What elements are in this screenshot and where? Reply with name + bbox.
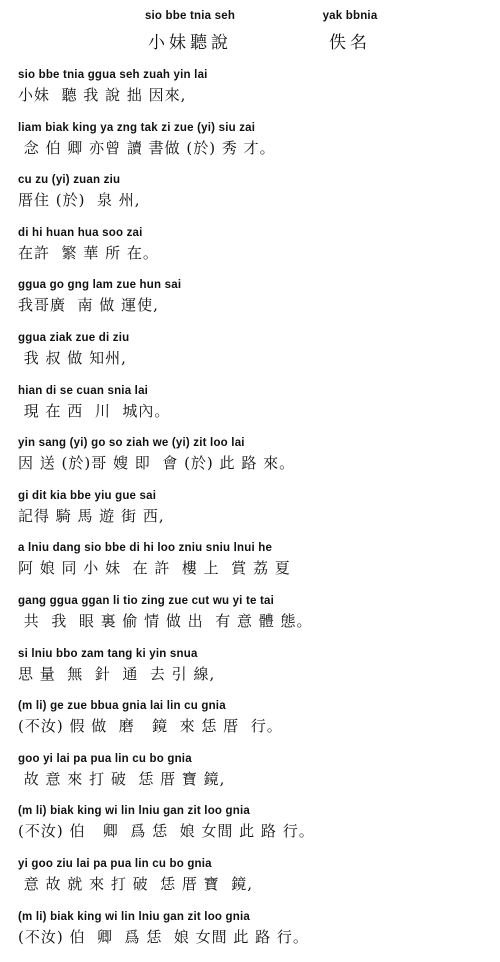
lyric-romanization: sio bbe tnia ggua seh zuah yin lai: [18, 69, 208, 81]
lyric-line: [18, 276, 488, 329]
lyric-romanization: ggua ziak zue di ziu: [18, 331, 130, 344]
lyric-chinese: 我 叔 做 知州,: [18, 348, 127, 367]
lyric-chinese: 共 我 眼 裏 偷 情 做 出 有 意 體 態。: [18, 611, 313, 630]
lyric-line: [18, 908, 488, 961]
lyric-romanization: cu zu (yi) zuan ziu: [18, 174, 121, 187]
author-romanization: yak bbnia: [322, 10, 378, 22]
document-header: [0, 10, 500, 54]
lyric-romanization: hian di se cuan snia lai: [18, 384, 149, 397]
lyric-line: [18, 382, 488, 435]
lyric-romanization: gang ggua ggan li tio zing zue cut wu yi te tai: [18, 594, 275, 607]
title-chinese: 小妹聽說: [148, 33, 232, 53]
lyric-line: [18, 66, 488, 119]
lyric-line: [18, 434, 488, 487]
lyric-romanization: goo yi lai pa pua lin cu bo gnia: [18, 752, 192, 765]
lyric-chinese: 意 故 就 來 打 破 恁 厝 寶 鏡,: [18, 874, 253, 893]
lyric-chinese: 故 意 來 打 破 恁 厝 寶 鏡,: [18, 769, 226, 788]
title-romanization: sio bbe tnia seh: [144, 10, 236, 22]
lyric-chinese: 厝住 (於) 泉 州,: [18, 191, 141, 210]
lyric-romanization: ggua go gng lam zue hun sai: [18, 279, 182, 292]
lyric-romanization: (m li) biak king wi lin lniu gan zit loo gnia: [18, 910, 250, 923]
lyric-chinese: 小妹 聽 我 說 拙 因來,: [18, 86, 187, 104]
lyric-chinese: 我哥廣 南 做 運使,: [18, 296, 159, 315]
title-block: [110, 10, 270, 53]
lyric-line: [18, 487, 488, 540]
lyric-chinese: 現 在 西 川 城內。: [18, 401, 171, 420]
lyric-chinese: 因 送 (於)哥 嫂 即 會 (於) 此 路 來。: [18, 454, 296, 473]
lyric-chinese: 記得 騎 馬 遊 街 西,: [18, 506, 165, 525]
lyric-chinese: 念 伯 卿 亦曾 讀 書做 (於) 秀 才。: [18, 138, 276, 157]
lyric-chinese: (不汝) 伯 卿 爲 恁 娘 女間 此 路 行。: [18, 927, 309, 946]
lyric-line: [18, 855, 488, 908]
lyric-line: [18, 592, 488, 645]
lyric-romanization: di hi huan hua soo zai: [18, 226, 143, 239]
lyric-romanization: yi goo ziu lai pa pua lin cu bo gnia: [18, 857, 212, 870]
lyric-line: [18, 802, 488, 855]
lyric-line: [18, 171, 488, 224]
lyric-chinese: 阿 娘 同 小 妹 在 許 樓 上 賞 荔 夏: [18, 559, 291, 578]
lyric-romanization: si lniu bbo zam tang ki yin snua: [18, 647, 198, 660]
lyric-line: [18, 119, 488, 172]
lyric-line: [18, 645, 488, 698]
lyric-romanization: (m li) ge zue bbua gnia lai lin cu gnia: [18, 700, 226, 713]
lyric-romanization: a lniu dang sio bbe di hi loo zniu sniu lnui he: [18, 542, 273, 555]
lyric-chinese: (不汝) 伯 卿 爲 恁 娘 女間 此 路 行。: [18, 822, 315, 841]
lyric-romanization: (m li) biak king wi lin lniu gan zit loo gnia: [18, 805, 250, 818]
lyrics-body: [18, 66, 488, 960]
lyric-line: [18, 329, 488, 382]
lyric-romanization: liam biak king ya zng tak zi zue (yi) siu zai: [18, 121, 256, 134]
author-block: [300, 10, 400, 53]
lyric-line: [18, 750, 488, 803]
lyric-romanization: gi dit kia bbe yiu gue sai: [18, 489, 157, 502]
lyric-chinese: 思 量 無 針 通 去 引 線,: [18, 664, 216, 683]
lyric-line: [18, 539, 488, 592]
lyric-chinese: (不汝) 假 做 磨 鏡 來 恁 厝 行。: [18, 717, 283, 736]
lyric-line: [18, 224, 488, 277]
lyric-romanization: yin sang (yi) go so ziah we (yi) zit loo lai: [18, 437, 245, 450]
lyric-chinese: 在許 繁 華 所 在。: [18, 243, 159, 262]
author-chinese: 佚名: [329, 33, 371, 53]
lyric-line: [18, 697, 488, 750]
